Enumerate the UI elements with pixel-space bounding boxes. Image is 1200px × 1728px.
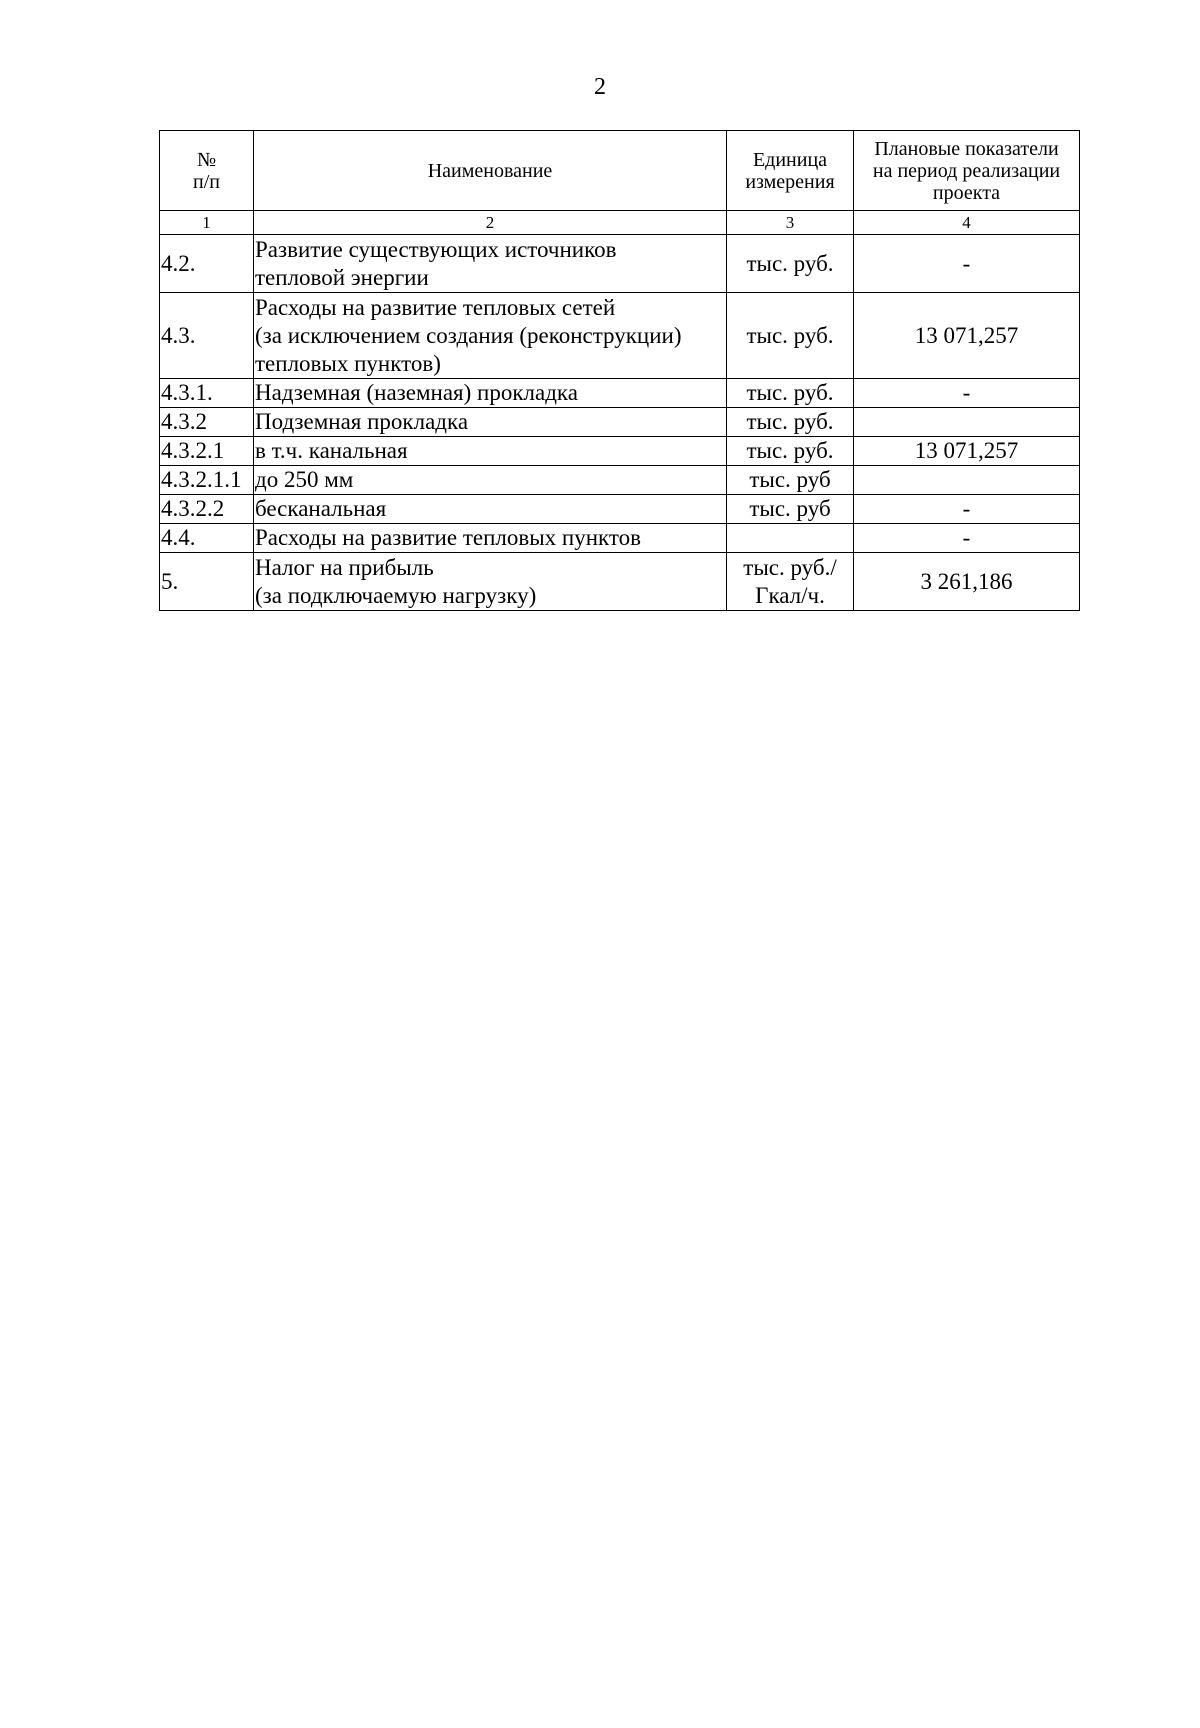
row-unit: тыс. руб.: [727, 408, 854, 437]
row-unit: тыс. руб.: [727, 235, 854, 293]
column-number: 2: [254, 211, 727, 235]
row-name: до 250 мм: [254, 466, 727, 495]
row-value: [854, 408, 1080, 437]
page-number: 2: [594, 74, 606, 100]
table-row: [160, 408, 1080, 437]
table-row: [160, 466, 1080, 495]
row-unit: тыс. руб./ Гкал/ч.: [727, 553, 854, 611]
row-value: [854, 466, 1080, 495]
table-row: [160, 553, 1080, 611]
header-number: № п/п: [160, 131, 254, 211]
row-number: 5.: [160, 553, 254, 611]
table-row: [160, 524, 1080, 553]
row-name: Расходы на развитие тепловых сетей (за исключением создания (реконструкции) тепловых пунктов): [254, 293, 727, 379]
row-number: 4.2.: [160, 235, 254, 293]
row-value: -: [854, 235, 1080, 293]
column-number: 3: [727, 211, 854, 235]
table-row: [160, 293, 1080, 379]
row-unit: тыс. руб.: [727, 293, 854, 379]
header-name: Наименование: [254, 131, 727, 211]
row-unit: тыс. руб.: [727, 379, 854, 408]
row-value: 13 071,257: [854, 293, 1080, 379]
row-value: 3 261,186: [854, 553, 1080, 611]
row-number: 4.4.: [160, 524, 254, 553]
row-value: -: [854, 379, 1080, 408]
header-planned-value: Плановые показатели на период реализации проекта: [854, 131, 1080, 211]
row-value: -: [854, 524, 1080, 553]
row-unit: тыс. руб.: [727, 437, 854, 466]
row-number: 4.3.1.: [160, 379, 254, 408]
row-name: Расходы на развитие тепловых пунктов: [254, 524, 727, 553]
row-value: -: [854, 495, 1080, 524]
row-name: в т.ч. канальная: [254, 437, 727, 466]
row-number: 4.3.2.2: [160, 495, 254, 524]
row-name: Подземная прокладка: [254, 408, 727, 437]
table-row: [160, 235, 1080, 293]
column-number: 1: [160, 211, 254, 235]
row-name: Надземная (наземная) прокладка: [254, 379, 727, 408]
table-row: [160, 379, 1080, 408]
row-value: 13 071,257: [854, 437, 1080, 466]
header-unit: Единица измерения: [727, 131, 854, 211]
row-unit: тыс. руб: [727, 466, 854, 495]
row-number: 4.3.2: [160, 408, 254, 437]
table-row: [160, 495, 1080, 524]
row-number: 4.3.2.1: [160, 437, 254, 466]
table-row: [160, 437, 1080, 466]
indicators-table: [159, 130, 1080, 611]
row-name: Развитие существующих источников тепловой энергии: [254, 235, 727, 293]
column-number: 4: [854, 211, 1080, 235]
row-name: Налог на прибыль (за подключаемую нагрузку): [254, 553, 727, 611]
row-unit: тыс. руб: [727, 495, 854, 524]
table-header-row: [160, 131, 1080, 211]
row-name: бесканальная: [254, 495, 727, 524]
row-number: 4.3.2.1.1: [160, 466, 254, 495]
row-number: 4.3.: [160, 293, 254, 379]
column-numbers-row: [160, 211, 1080, 235]
row-unit: [727, 524, 854, 553]
